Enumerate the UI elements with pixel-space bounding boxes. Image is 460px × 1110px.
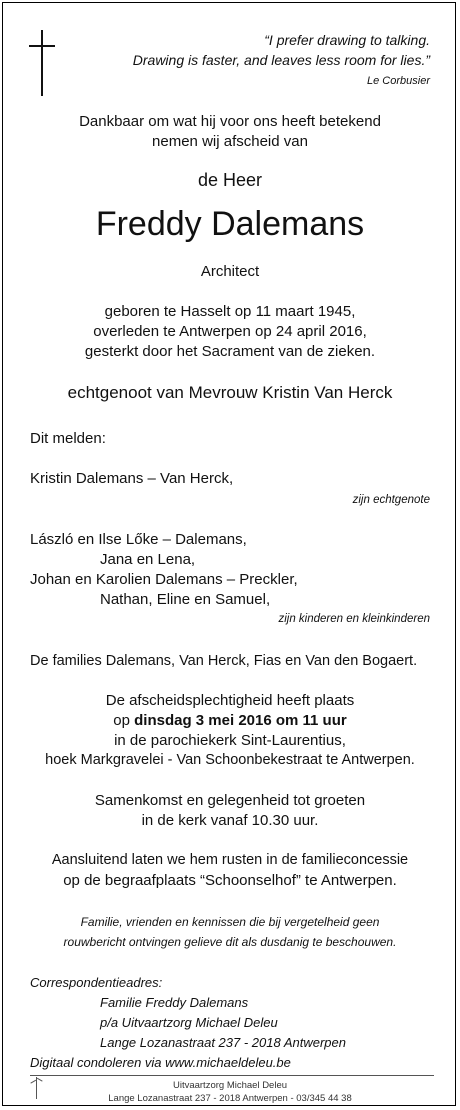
- ceremony-line-1: De afscheidsplechtigheid heeft plaats: [105, 692, 355, 709]
- quote-line-2: Drawing is faster, and leaves less room for lies.”: [132, 52, 430, 68]
- footer-line-2: Lange Lozanastraat 237 - 2018 Antwerpen - 03/345 44 38: [108, 1093, 352, 1104]
- footer-divider: [30, 1075, 434, 1076]
- gathering-line-2: in de kerk vanaf 10.30 uur.: [141, 812, 319, 829]
- burial-line-1: Aansluitend laten we hem rusten in de familieconcessie: [51, 852, 409, 868]
- family-line-4: Nathan, Eline en Samuel,: [100, 591, 271, 608]
- deceased-name: Freddy Dalemans: [95, 205, 365, 243]
- family-line-3: Johan en Karolien Dalemans – Preckler,: [30, 571, 298, 588]
- family-wife: Kristin Dalemans – Van Herck,: [30, 470, 234, 487]
- intro-line-1: Dankbaar om wat hij voor ons heeft betekend: [79, 113, 381, 130]
- ceremony-line-2: op dinsdag 3 mei 2016 om 11 uur: [113, 712, 347, 729]
- burial-line-2: op de begraafplaats “Schoonselhof” te Antwerpen.: [63, 872, 397, 889]
- life-line-3: gesterkt door het Sacrament van de zieken.: [84, 343, 376, 360]
- profession: Architect: [200, 263, 260, 280]
- online-condolence: Digitaal condoleren via www.michaeldeleu.be: [30, 1055, 291, 1070]
- wife-role: zijn echtgenote: [352, 494, 430, 506]
- honorific: de Heer: [197, 170, 263, 190]
- quote-author: Le Corbusier: [367, 75, 430, 87]
- life-line-1: geboren te Hasselt op 11 maart 1945,: [104, 303, 356, 320]
- intro-line-2: nemen wij afscheid van: [152, 133, 308, 150]
- notice-line-2: rouwbericht ontvingen gelieve dit als dusdanig te beschouwen.: [63, 935, 397, 949]
- announce-label: Dit melden:: [30, 430, 106, 447]
- correspondence-label: Correspondentieadres:: [30, 975, 163, 990]
- footer-line-1: Uitvaartzorg Michael Deleu: [172, 1080, 288, 1091]
- family-line-2: Jana en Lena,: [100, 551, 196, 568]
- family-line-1: László en Ilse Lőke – Dalemans,: [30, 531, 247, 548]
- correspondence-line-3: Lange Lozanastraat 237 - 2018 Antwerpen: [100, 1035, 346, 1050]
- notice-line-1: Familie, vrienden en kennissen die bij vergetelheid geen: [80, 915, 380, 929]
- correspondence-line-1: Familie Freddy Dalemans: [100, 995, 249, 1010]
- ceremony-line-4: hoek Markgravelei - Van Schoonbekestraat te Antwerpen.: [45, 752, 415, 768]
- ceremony-line-3: in de parochiekerk Sint-Laurentius,: [114, 732, 346, 749]
- life-line-2: overleden te Antwerpen op 24 april 2016,: [93, 323, 367, 340]
- children-role: zijn kinderen en kleinkinderen: [278, 613, 430, 625]
- ceremony-date: dinsdag 3 mei 2016 om 11 uur: [134, 712, 347, 729]
- correspondence-line-2: p/a Uitvaartzorg Michael Deleu: [100, 1015, 278, 1030]
- families-line: De families Dalemans, Van Herck, Fias en Van den Bogaert.: [30, 653, 418, 669]
- spouse-line: echtgenoot van Mevrouw Kristin Van Herck: [67, 383, 393, 402]
- quote-line-1: “I prefer drawing to talking.: [264, 32, 430, 48]
- gathering-line-1: Samenkomst en gelegenheid tot groeten: [94, 792, 366, 809]
